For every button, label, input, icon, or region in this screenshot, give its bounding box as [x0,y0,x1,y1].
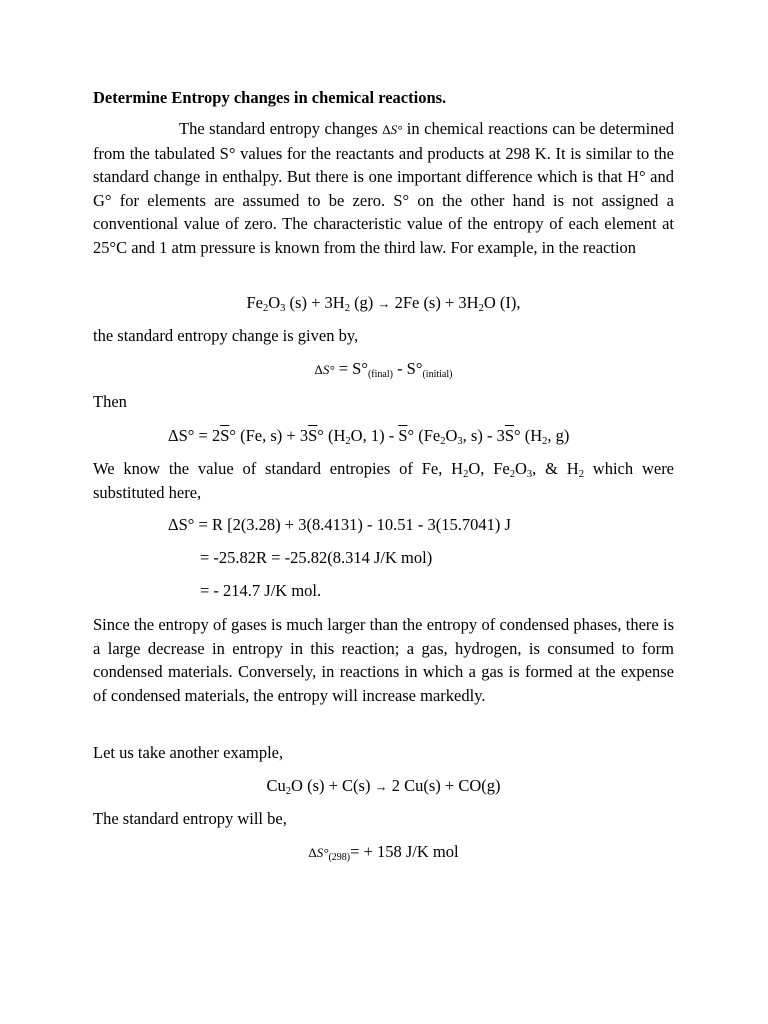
know-sub: 2 [463,469,469,480]
r1-part: O (I), [483,293,521,312]
def-sub: (final) [367,369,393,380]
section-heading [93,86,674,110]
know-sub: 2 [509,469,515,480]
def-sub: (initial) [422,369,453,380]
entropy-sum-equation [168,424,688,448]
then-text: Then [93,392,127,411]
r1-sub: 2 [478,303,484,314]
eq-part: ° (H [317,426,346,445]
s-symbol: S° [316,845,329,860]
s-symbol: S° [322,362,335,377]
since-text: Since the entropy of gases is much larger than the entropy of condensed phases, there is a large decrease in entropy in this reaction; a gas, hydrogen, is consumed to form condensed materials. Conversely, in reactions in which a gas is formed at the expense of condensed materials, the entropy will increase markedly. [93,615,674,705]
r2-sub: 2 [285,786,292,797]
know-sub: 2 [578,469,584,480]
intro-rest: in chemical reactions can be determined from the tabulated S° values for the reactants and products at 298 K. It is similar to the standard change in enthalpy. But there is one important difference which is that H° and G° for elements are assumed to be zero. S° on the other hand is not assigned a conventional value of zero. The characteristic value of the entropy of each element at 25°C and 1 atm pressure is known from the third law. For example, in the reaction [93,119,675,257]
std-change-text: the standard entropy change is given by, [93,326,359,345]
r1-part: (g) [349,293,378,312]
r1-sub: 2 [263,303,269,314]
eq-sub: 2 [345,436,351,447]
std-entropy-text: The standard entropy will be, [93,809,287,828]
eq-part: O, 1) - [350,426,399,445]
eq-part: $\overline{S}$ [504,426,515,445]
know-sub: 3 [526,469,533,480]
eq-part: $\overline{S}$ [308,426,318,445]
reaction-equation-2 [93,774,674,799]
r1-sub: 3 [280,303,286,314]
calc-line-3 [200,579,660,603]
delta-symbol: Δ [314,362,323,377]
r2-part: O (s) + C(s) [291,776,375,795]
another-example-line [93,741,674,765]
eq-part: ° (Fe, s) + 3 [229,426,309,445]
r1-sub: 2 [344,303,350,314]
r2-part: Cu [266,776,286,795]
eq-sub: 3 [457,436,463,447]
r2-part: 2 Cu(s) + CO(g) [387,776,501,795]
eq-part: ΔS° = 2 [168,426,221,445]
intro-paragraph [93,117,674,259]
s-symbol: S° [390,122,403,137]
calc-line-2 [200,546,660,570]
eq-part: ° (Fe [407,426,441,445]
know-part: O [514,459,527,478]
r1-part: O [268,293,281,312]
def-part: - S° [392,359,423,378]
std-entropy-line [93,807,674,831]
final-equation [93,840,674,865]
eq-part: , g) [547,426,570,445]
since-paragraph [93,613,674,707]
definition-equation [93,357,674,382]
then-line [93,390,674,414]
final-sub: (298) [328,852,351,863]
know-paragraph [93,457,674,504]
eq-sub: 2 [542,436,548,447]
calc-text: ΔS° = R [2(3.28) + 3(8.4131) - 10.51 - 3(15.7041) J [168,515,511,534]
delta-symbol: Δ [308,845,317,860]
arrow-symbol: → [374,779,388,794]
eq-part: ° (H [514,426,543,445]
eq-part: O [445,426,458,445]
calc-line-1 [168,513,668,537]
r1-part: 2Fe (s) + 3H [390,293,479,312]
know-part: O, Fe [468,459,510,478]
intro-start: The standard entropy changes [179,119,378,138]
eq-part: $\overline{S}$ [398,426,408,445]
delta-symbol: Δ [382,122,391,137]
heading-text: Determine Entropy changes in chemical reactions. [93,88,447,107]
r1-part: Fe [246,293,263,312]
calc-text: = -25.82R = -25.82(8.314 J/K mol) [200,548,433,567]
std-change-line [93,324,674,348]
another-text: Let us take another example, [93,743,284,762]
reaction-equation-1 [93,291,674,316]
eq-part: , s) - 3 [462,426,505,445]
know-part: , & H [532,459,579,478]
know-part: which were substituted here, [93,459,675,502]
r1-part: (s) + 3H [285,293,345,312]
final-rest: = + 158 J/K mol [350,842,459,861]
calc-text: = - 214.7 J/K mol. [200,581,322,600]
arrow-symbol: → [377,296,391,311]
know-part: We know the value of standard entropies of Fe, H [93,459,464,478]
eq-sub: 2 [440,436,446,447]
def-part: = S° [334,359,368,378]
eq-part: $\overline{S}$ [220,426,230,445]
